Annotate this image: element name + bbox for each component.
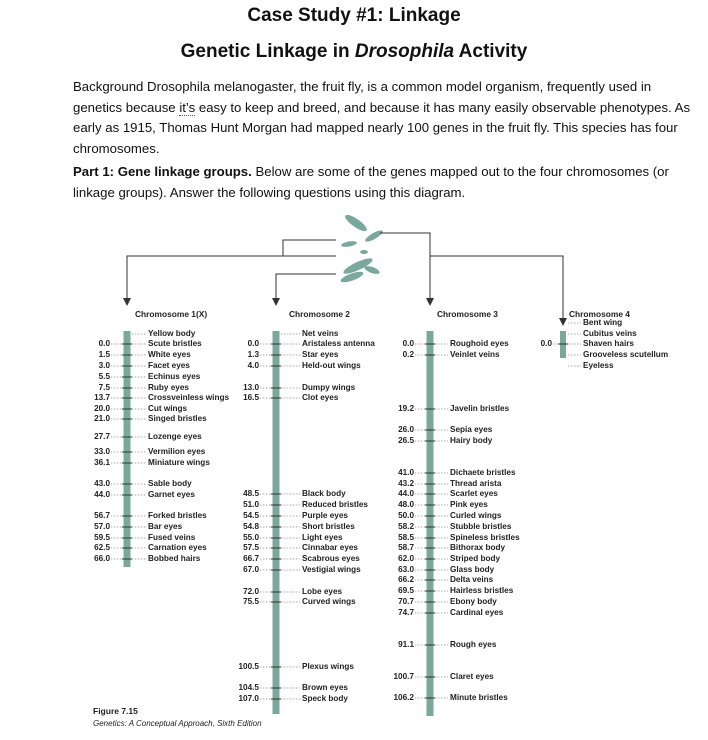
gene-position: 57.0 <box>94 522 110 531</box>
gene-position: 56.7 <box>94 511 110 520</box>
gene-name: Vestigial wings <box>302 565 361 574</box>
gene-position: 69.5 <box>398 586 414 595</box>
gene-name: Eyeless <box>583 361 614 370</box>
figure-caption-title: Figure 7.15 <box>93 706 138 716</box>
gene-position: 91.1 <box>398 640 414 649</box>
gene-name: Spineless bristles <box>450 533 520 542</box>
gene-position: 57.5 <box>243 543 259 552</box>
gene-name: Garnet eyes <box>148 490 195 499</box>
gene-position: 66.7 <box>243 554 259 563</box>
gene-name: Curved wings <box>302 597 356 606</box>
gene-name: Net veins <box>302 329 339 338</box>
gene-name: Star eyes <box>302 350 339 359</box>
gene-position: 55.0 <box>243 533 259 542</box>
gene-name: Reduced bristles <box>302 500 368 509</box>
gene-name: Hairy body <box>450 436 493 445</box>
subtitle-pre: Genetic Linkage in <box>180 41 355 62</box>
gene-name: Black body <box>302 489 346 498</box>
gene-name: Dichaete bristles <box>450 468 516 477</box>
gene-position: 1.5 <box>98 350 110 359</box>
gene-position: 0.0 <box>540 339 552 348</box>
gene-position: 106.2 <box>393 693 414 702</box>
gene-name: Speck body <box>302 694 348 703</box>
gene-name: Delta veins <box>450 575 494 584</box>
gene-position: 51.0 <box>243 500 259 509</box>
gene-position: 50.0 <box>398 511 414 520</box>
background-text-2: easy to keep and breed, and because it has many easily observable phenotypes. As early as 1915, Thomas Hunt Morgan had mapped nearly 100 genes in the fruit fly. This species has four chromosomes. <box>73 99 691 156</box>
gene-position: 7.5 <box>98 383 110 392</box>
gene-name: Bent wing <box>583 318 623 327</box>
gene-position: 13.0 <box>243 383 259 392</box>
gene-name: Bithorax body <box>450 543 506 552</box>
gene-name: Curled wings <box>450 511 502 520</box>
gene-position: 33.0 <box>94 447 110 456</box>
gene-position: 36.1 <box>94 458 110 467</box>
gene-position: 75.5 <box>243 597 259 606</box>
gene-name: Stubble bristles <box>450 522 512 531</box>
gene-name: Aristaless antenna <box>302 339 375 348</box>
chromosome-title: Chromosome 4 <box>569 309 630 319</box>
gene-position: 1.3 <box>247 350 259 359</box>
gene-position: 19.2 <box>398 404 414 413</box>
part1-label: Part 1: Gene linkage groups. <box>73 164 252 179</box>
gene-position: 43.2 <box>398 479 414 488</box>
gene-position: 107.0 <box>238 694 259 703</box>
gene-name: Yellow body <box>148 329 196 338</box>
gene-position: 44.0 <box>398 489 414 498</box>
fly-illustration <box>340 212 385 284</box>
gene-name: Lozenge eyes <box>148 432 202 441</box>
gene-position: 74.7 <box>398 608 414 617</box>
gene-name: Vermilion eyes <box>148 447 206 456</box>
gene-name: Short bristles <box>302 522 355 531</box>
gene-name: Cinnabar eyes <box>302 543 358 552</box>
gene-position: 41.0 <box>398 468 414 477</box>
gene-name: Cardinal eyes <box>450 608 504 617</box>
gene-name: Scute bristles <box>148 339 202 348</box>
its-underlined: it’s <box>179 99 196 115</box>
gene-name: Miniature wings <box>148 458 210 467</box>
gene-name: Claret eyes <box>450 672 494 681</box>
gene-position: 13.7 <box>94 393 110 402</box>
gene-name: Facet eyes <box>148 361 190 370</box>
gene-position: 54.5 <box>243 511 259 520</box>
chromosome-title: Chromosome 3 <box>437 309 498 319</box>
gene-position: 100.7 <box>393 672 414 681</box>
gene-name: Carnation eyes <box>148 543 207 552</box>
gene-name: Javelin bristles <box>450 404 510 413</box>
gene-name: Forked bristles <box>148 511 207 520</box>
gene-name: Echinus eyes <box>148 372 201 381</box>
subtitle-italic: Drosophila <box>354 41 455 62</box>
gene-name: Pink eyes <box>450 500 488 509</box>
background-text-1: Background Drosophila melanogaster, the fruit fly, is a common model organism, frequently used in genetics because <box>73 79 652 115</box>
gene-name: Glass body <box>450 565 495 574</box>
gene-name: Ebony body <box>450 597 497 606</box>
gene-name: Brown eyes <box>302 683 348 692</box>
gene-position: 62.5 <box>94 543 110 552</box>
gene-name: Lobe eyes <box>302 587 343 596</box>
gene-position: 16.5 <box>243 393 259 402</box>
gene-name: Purple eyes <box>302 511 348 520</box>
gene-position: 26.5 <box>398 436 414 445</box>
gene-position: 27.7 <box>94 432 110 441</box>
chromosome-title: Chromosome 1(X) <box>135 309 208 319</box>
gene-position: 3.0 <box>98 361 110 370</box>
gene-name: Ruby eyes <box>148 383 189 392</box>
gene-name: Sepia eyes <box>450 425 493 434</box>
gene-name: Cubitus veins <box>583 329 637 338</box>
gene-name: Grooveless scutellum <box>583 350 669 359</box>
gene-name: Bar eyes <box>148 522 183 531</box>
gene-position: 0.0 <box>247 339 259 348</box>
gene-position: 0.2 <box>402 350 414 359</box>
gene-name: Minute bristles <box>450 693 508 702</box>
chromosome-title: Chromosome 2 <box>289 309 350 319</box>
gene-position: 48.5 <box>243 489 259 498</box>
gene-position: 44.0 <box>94 490 110 499</box>
gene-position: 66.2 <box>398 575 414 584</box>
part1-text: Below are some of the genes mapped out to the four chromosomes (or linkage groups). Answer the following questions using this diagram. <box>73 164 669 200</box>
gene-position: 21.0 <box>94 414 110 423</box>
gene-name: Bobbed hairs <box>148 554 201 563</box>
gene-name: Thread arista <box>450 479 502 488</box>
chromosome-3-bar <box>427 331 434 716</box>
gene-position: 104.5 <box>238 683 259 692</box>
gene-position: 58.7 <box>398 543 414 552</box>
gene-position: 5.5 <box>98 372 110 381</box>
gene-position: 66.0 <box>94 554 110 563</box>
gene-position: 26.0 <box>398 425 414 434</box>
gene-name: Veinlet veins <box>450 350 500 359</box>
gene-name: Held-out wings <box>302 361 361 370</box>
gene-position: 0.0 <box>402 339 414 348</box>
subtitle-post: Activity <box>454 41 528 62</box>
gene-position: 100.5 <box>238 662 259 671</box>
page-title: Case Study #1: Linkage <box>247 5 461 26</box>
gene-position: 4.0 <box>247 361 259 370</box>
gene-name: Plexus wings <box>302 662 354 671</box>
gene-position: 54.8 <box>243 522 259 531</box>
gene-position: 0.0 <box>98 339 110 348</box>
gene-name: Singed bristles <box>148 414 207 423</box>
gene-name: Crossveinless wings <box>148 393 229 402</box>
gene-position: 62.0 <box>398 554 414 563</box>
gene-position: 59.5 <box>94 533 110 542</box>
gene-position: 67.0 <box>243 565 259 574</box>
gene-name: Roughoid eyes <box>450 339 509 348</box>
gene-position: 72.0 <box>243 587 259 596</box>
figure-caption-source: Genetics: A Conceptual Approach, Sixth Edition <box>93 719 262 728</box>
gene-name: White eyes <box>148 350 191 359</box>
gene-name: Sable body <box>148 479 192 488</box>
gene-position: 48.0 <box>398 500 414 509</box>
gene-name: Fused veins <box>148 533 196 542</box>
gene-position: 58.5 <box>398 533 414 542</box>
gene-name: Clot eyes <box>302 393 339 402</box>
gene-name: Light eyes <box>302 533 343 542</box>
gene-position: 63.0 <box>398 565 414 574</box>
gene-position: 70.7 <box>398 597 414 606</box>
gene-position: 43.0 <box>94 479 110 488</box>
gene-name: Shaven hairs <box>583 339 634 348</box>
gene-name: Rough eyes <box>450 640 497 649</box>
gene-position: 58.2 <box>398 522 414 531</box>
gene-name: Scarlet eyes <box>450 489 498 498</box>
gene-name: Hairless bristles <box>450 586 514 595</box>
gene-position: 20.0 <box>94 404 110 413</box>
gene-name: Striped body <box>450 554 501 563</box>
gene-name: Scabrous eyes <box>302 554 360 563</box>
gene-name: Dumpy wings <box>302 383 356 392</box>
gene-name: Cut wings <box>148 404 188 413</box>
